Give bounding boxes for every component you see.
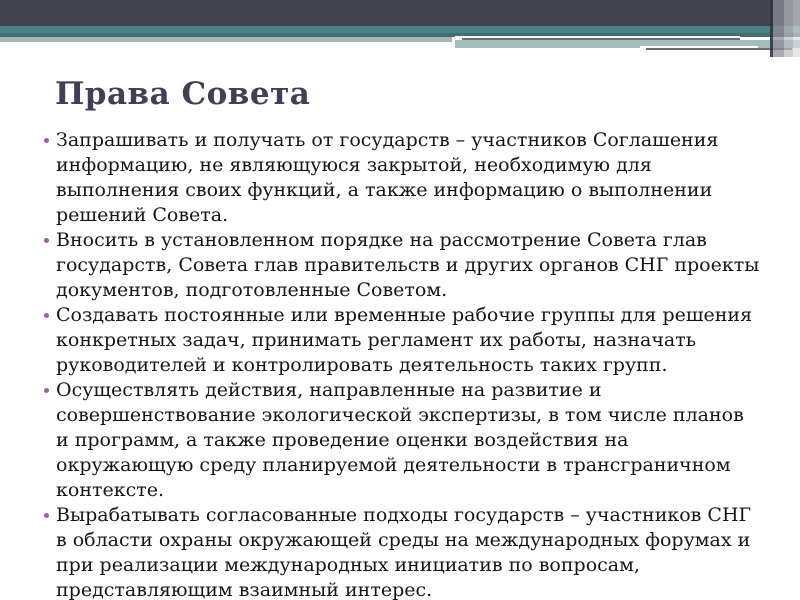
bullet-dot-icon	[44, 513, 49, 518]
slide-body	[44, 128, 760, 600]
header-left-gray-band	[0, 37, 452, 42]
slide-header-decoration	[0, 0, 800, 60]
bullet-dot-icon	[44, 313, 49, 318]
bullet-item	[44, 503, 760, 600]
header-dark-bar	[0, 0, 800, 26]
bullet-dot-icon	[44, 238, 49, 243]
bullet-dot-icon	[44, 138, 49, 143]
bullet-dot-icon	[44, 388, 49, 393]
bullet-item	[44, 303, 760, 378]
bullet-item	[44, 228, 760, 303]
bullet-text: Вырабатывать согласованные подходы государств – участников СНГ в области охраны окружающей среды на международных форумах и при реализации международных инициатив по вопросам, представляющим взаимный интерес.	[56, 504, 752, 600]
header-corner-stripes	[770, 0, 800, 57]
bullet-text: Создавать постоянные или временные рабочие группы для решения конкретных задач, принимать регламент их работы, назначать руководителей и контролировать деятельность таких групп.	[56, 304, 753, 376]
header-teal-bar	[0, 26, 800, 33]
bullet-item	[44, 378, 760, 503]
slide-title: Права Совета	[55, 76, 311, 112]
bullet-item	[44, 128, 760, 228]
bullet-list	[44, 128, 760, 600]
bullet-text: Осуществлять действия, направленные на развитие и совершенствование экологической экспертизы, в том числе планов и программ, а также проведение оценки воздействия на окружающую среду планируемой деятельности в трансграничном контексте.	[56, 379, 744, 501]
bullet-text: Вносить в установленном порядке на рассмотрение Совета глав государств, Совета глав правительств и других органов СНГ проекты документов, подготовленные Советом.	[56, 229, 760, 301]
bullet-text: Запрашивать и получать от государств – участников Соглашения информацию, не являющуюся закрытой, необходимую для выполнения своих функций, а также информацию о выполнении решений Совета.	[56, 129, 719, 226]
